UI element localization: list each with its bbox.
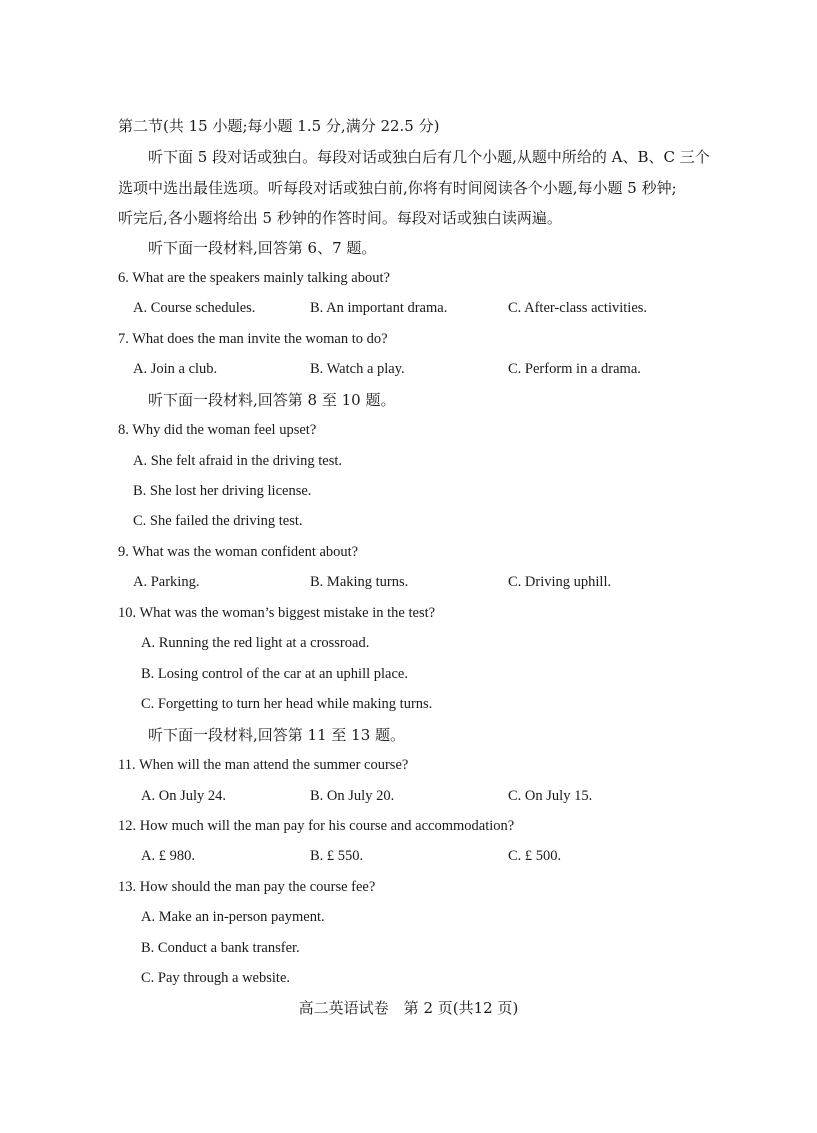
- q13-option-b: B. Conduct a bank transfer.: [141, 940, 300, 956]
- instruction-line-1: 听下面 5 段对话或独白。每段对话或独白后有几个小题,从题中所给的 A、B、C 三个: [148, 148, 710, 166]
- section-heading: 第二节(共 15 小题;每小题 1.5 分,满分 22.5 分): [118, 117, 440, 135]
- q11-option-a: A. On July 24.: [141, 788, 226, 804]
- question-13: 13. How should the man pay the course fee?: [118, 879, 376, 895]
- q12-option-b: B. £ 550.: [310, 848, 364, 864]
- q8-option-c: C. She failed the driving test.: [133, 513, 303, 529]
- q6-option-a: A. Course schedules.: [133, 300, 256, 316]
- q10-option-b: B. Losing control of the car at an uphill place.: [141, 666, 408, 682]
- q6-option-c: C. After-class activities.: [508, 300, 648, 316]
- q10-option-a: A. Running the red light at a crossroad.: [141, 635, 370, 651]
- question-9: 9. What was the woman confident about?: [118, 544, 359, 560]
- q13-option-c: C. Pay through a website.: [141, 970, 291, 986]
- question-7: 7. What does the man invite the woman to do?: [118, 331, 388, 347]
- material-note-3: 听下面一段材料,回答第 11 至 13 题。: [148, 726, 406, 744]
- q9-option-b: B. Making turns.: [310, 574, 409, 590]
- instruction-line-3: 听完后,各小题将给出 5 秒钟的作答时间。每段对话或独白读两遍。: [118, 209, 562, 227]
- instruction-line-2: 选项中选出最佳选项。听每段对话或独白前,你将有时间阅读各个小题,每小题 5 秒钟;: [118, 179, 677, 197]
- q12-option-c: C. £ 500.: [508, 848, 562, 864]
- q9-option-a: A. Parking.: [133, 574, 200, 590]
- question-11: 11. When will the man attend the summer course?: [118, 757, 409, 773]
- q7-option-c: C. Perform in a drama.: [508, 361, 641, 377]
- q7-option-b: B. Watch a play.: [310, 361, 405, 377]
- q12-option-a: A. £ 980.: [141, 848, 195, 864]
- page-footer: 高二英语试卷 第 2 页(共12 页): [298, 999, 519, 1017]
- q6-option-b: B. An important drama.: [310, 300, 448, 316]
- q13-option-a: A. Make an in-person payment.: [141, 909, 325, 925]
- q9-option-c: C. Driving uphill.: [508, 574, 612, 590]
- q11-option-c: C. On July 15.: [508, 788, 593, 804]
- q8-option-a: A. She felt afraid in the driving test.: [133, 453, 342, 469]
- q8-option-b: B. She lost her driving license.: [133, 483, 312, 499]
- material-note-1: 听下面一段材料,回答第 6、7 题。: [148, 239, 377, 257]
- material-note-2: 听下面一段材料,回答第 8 至 10 题。: [148, 391, 396, 409]
- q11-option-b: B. On July 20.: [310, 788, 395, 804]
- question-6: 6. What are the speakers mainly talking about?: [118, 270, 390, 286]
- question-12: 12. How much will the man pay for his course and accommodation?: [118, 818, 515, 834]
- q10-option-c: C. Forgetting to turn her head while making turns.: [141, 696, 433, 712]
- q7-option-a: A. Join a club.: [133, 361, 218, 377]
- question-10: 10. What was the woman’s biggest mistake in the test?: [118, 605, 436, 621]
- question-8: 8. Why did the woman feel upset?: [118, 422, 317, 438]
